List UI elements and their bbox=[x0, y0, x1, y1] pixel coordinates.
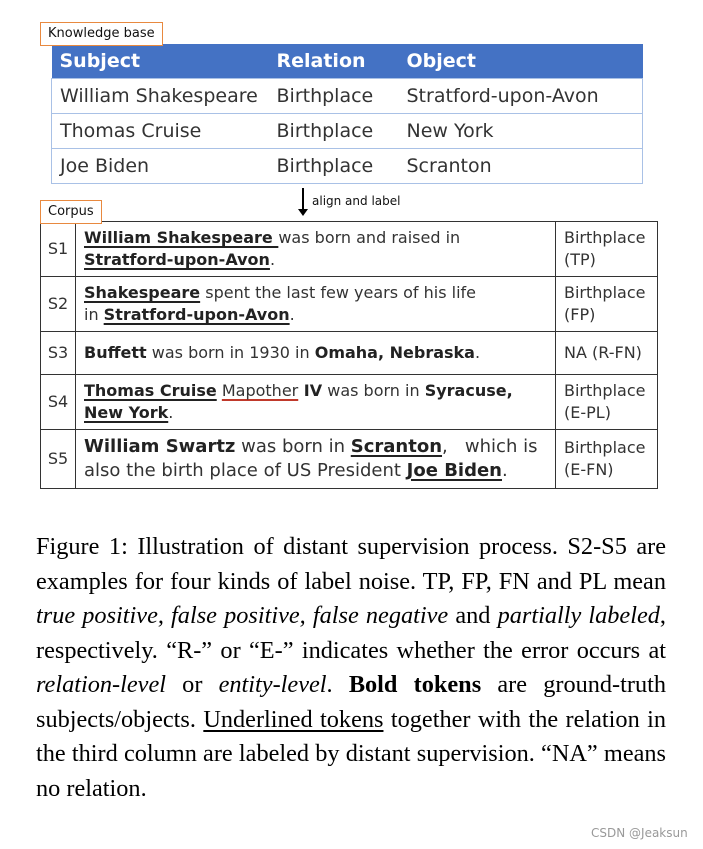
label-line: NA (R-FN) bbox=[564, 343, 642, 362]
sentence-label bbox=[556, 430, 658, 489]
corpus-row-s1 bbox=[41, 222, 658, 277]
caption-text: and bbox=[448, 602, 498, 629]
corpus-row-s4 bbox=[41, 375, 658, 430]
kb-cell: William Shakespeare bbox=[52, 79, 269, 114]
caption-paragraph bbox=[36, 530, 666, 806]
kb-cell: Joe Biden bbox=[52, 149, 269, 184]
token: , which is bbox=[442, 436, 538, 457]
kb-cell: Scranton bbox=[399, 149, 643, 184]
sentence-id: S4 bbox=[41, 375, 76, 430]
token: . bbox=[269, 250, 276, 269]
label-line: Birthplace bbox=[564, 438, 646, 457]
kb-row bbox=[52, 114, 643, 149]
sentence-label bbox=[556, 375, 658, 430]
token: . bbox=[474, 343, 481, 362]
token: William Swartz bbox=[84, 436, 236, 457]
token: was born in bbox=[322, 381, 425, 400]
token: . bbox=[289, 305, 295, 324]
down-arrow-icon bbox=[302, 188, 304, 210]
token: IV bbox=[298, 381, 323, 400]
kb-header-relation: Relation bbox=[269, 44, 399, 79]
corpus-row-s3 bbox=[41, 332, 658, 375]
token: Joe Biden bbox=[406, 460, 502, 481]
caption-text: , respectively. “R-” or “E-” indicates whether the error occurs at bbox=[36, 602, 666, 664]
caption-underlined: Underlined tokens bbox=[203, 705, 384, 733]
token: Buffett bbox=[84, 343, 147, 362]
align-and-label-text: align and label bbox=[312, 194, 401, 208]
sentence-id: S2 bbox=[41, 277, 76, 332]
token: was born in 1930 in bbox=[146, 343, 315, 362]
label-line: Birthplace bbox=[564, 228, 646, 247]
token: Shakespeare bbox=[84, 283, 201, 302]
token: Scranton bbox=[350, 436, 443, 457]
kb-cell: Thomas Cruise bbox=[52, 114, 269, 149]
label-line: (TP) bbox=[564, 250, 596, 269]
sentence-text bbox=[76, 375, 556, 430]
sentence-text bbox=[76, 430, 556, 489]
kb-header-subject: Subject bbox=[52, 44, 269, 79]
kb-cell: Stratford-upon-Avon bbox=[399, 79, 643, 114]
token: Omaha, Nebraska bbox=[314, 343, 475, 362]
label-line: Birthplace bbox=[564, 283, 646, 302]
kb-cell: Birthplace bbox=[269, 79, 399, 114]
kb-cell: New York bbox=[399, 114, 643, 149]
corpus-table bbox=[40, 221, 658, 489]
caption-bold: Bold tokens bbox=[348, 671, 482, 698]
corpus-label: Corpus bbox=[40, 200, 102, 224]
corpus-row-s5 bbox=[41, 430, 658, 489]
label-line: (FP) bbox=[564, 305, 596, 324]
watermark: CSDN @Jeaksun bbox=[591, 826, 688, 840]
sentence-text bbox=[76, 277, 556, 332]
label-line: (E-FN) bbox=[564, 460, 614, 479]
token: Stratford-upon-Avon bbox=[84, 250, 270, 269]
figure-caption bbox=[36, 530, 666, 806]
token: . bbox=[502, 460, 508, 481]
sentence-id: S1 bbox=[41, 222, 76, 277]
token: . bbox=[168, 403, 174, 422]
token: Thomas Cruise bbox=[84, 381, 217, 400]
kb-cell: Birthplace bbox=[269, 149, 399, 184]
caption-italic: true positive, false positive, false negative bbox=[36, 602, 449, 629]
caption-text: Figure 1: Illustration of distant supervision process. S2-S5 are examples for four kinds of label noise. TP, FP, FN and PL mean bbox=[36, 533, 666, 595]
caption-italic: partially labeled bbox=[497, 602, 660, 629]
caption-italic: relation-level bbox=[36, 671, 166, 698]
token: was born and raised in bbox=[278, 228, 461, 247]
token: Mapother bbox=[221, 381, 299, 400]
kb-header-row bbox=[52, 44, 643, 79]
caption-text: or bbox=[165, 671, 219, 698]
sentence-label bbox=[556, 277, 658, 332]
token: in bbox=[84, 305, 104, 324]
sentence-text bbox=[76, 332, 556, 375]
token: was born in bbox=[235, 436, 351, 457]
token: Syracuse, bbox=[424, 381, 513, 400]
kb-row bbox=[52, 149, 643, 184]
kb-header-object: Object bbox=[399, 44, 643, 79]
caption-italic: entity-level bbox=[218, 671, 327, 698]
token: spent the last few years of his life bbox=[200, 283, 476, 302]
caption-text: . bbox=[326, 671, 349, 698]
knowledge-base-table bbox=[51, 44, 643, 184]
token: William Shakespeare bbox=[84, 228, 279, 247]
corpus-row-s2 bbox=[41, 277, 658, 332]
kb-cell: Birthplace bbox=[269, 114, 399, 149]
caption-text: are ground-truth subjects/objects. bbox=[36, 671, 667, 733]
label-line: Birthplace bbox=[564, 381, 646, 400]
label-line: (E-PL) bbox=[564, 403, 611, 422]
kb-row bbox=[52, 79, 643, 114]
token: New York bbox=[84, 403, 169, 422]
sentence-id: S5 bbox=[41, 430, 76, 489]
caption-text: together with the relation in the third column are labeled by distant supervision. “NA” means no relation. bbox=[36, 705, 667, 802]
token: Stratford-upon-Avon bbox=[103, 305, 290, 324]
sentence-label bbox=[556, 332, 658, 375]
knowledge-base-label: Knowledge base bbox=[40, 22, 163, 46]
sentence-id: S3 bbox=[41, 332, 76, 375]
sentence-text bbox=[76, 222, 556, 277]
token: also the birth place of US President bbox=[84, 460, 407, 481]
sentence-label bbox=[556, 222, 658, 277]
